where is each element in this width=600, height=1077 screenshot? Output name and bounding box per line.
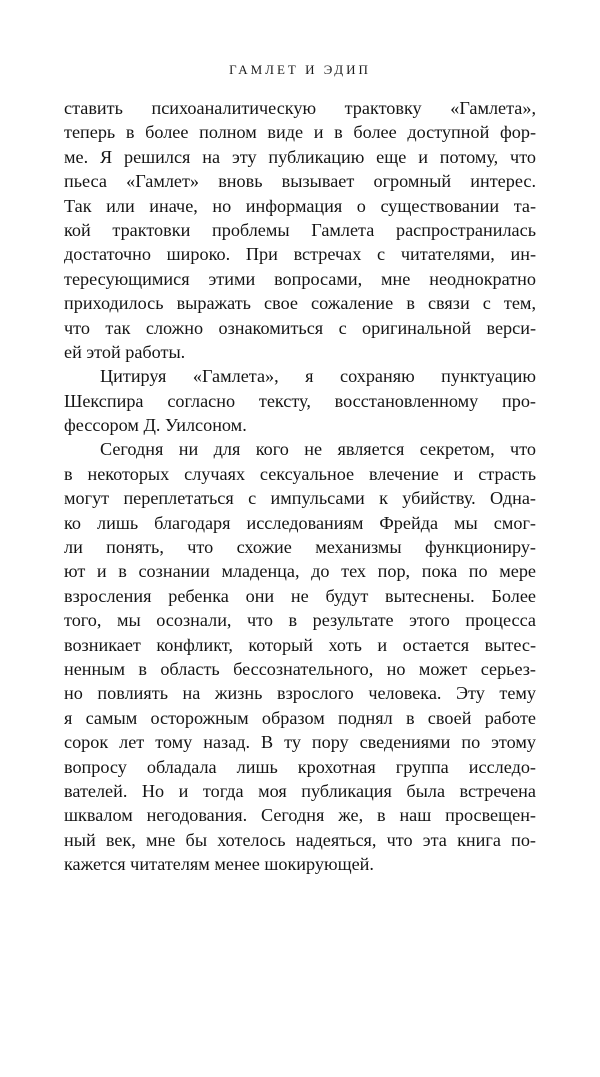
- text-line: Сегодня ни для кого не является секретом, что: [100, 439, 536, 460]
- text-line: того, мы осознали, что в результате этого процесса: [64, 610, 536, 631]
- text-line: ненным в область бессознательного, но может серьез-: [64, 658, 536, 679]
- text-line: кой трактовки проблемы Гамлета распространилась: [64, 219, 536, 240]
- text-line: в некоторых случаях сексуальное влечение и страсть: [64, 463, 536, 484]
- text-line: ей этой работы.: [64, 341, 186, 362]
- text-line: Шекспира согласно тексту, восстановленному про-: [64, 390, 536, 411]
- text-line: я самым осторожным образом поднял в своей работе: [64, 707, 536, 728]
- text-line: ют и в сознании младенца, до тех пор, пока по мере: [64, 561, 536, 582]
- text-line: Цитируя «Гамлета», я сохраняю пунктуацию: [100, 366, 536, 387]
- text-line: теперь в более полном виде и в более доступной фор-: [64, 122, 536, 143]
- text-line: ко лишь благодаря исследованиям Фрейда мы смог-: [64, 512, 536, 533]
- paragraph: [64, 96, 536, 364]
- text-line: вателей. Но и тогда моя публикация была встречена: [64, 780, 536, 801]
- text-line: достаточно широко. При встречах с читателями, ин-: [64, 244, 536, 265]
- text-line: ме. Я решился на эту публикацию еще и потому, что: [64, 146, 536, 167]
- text-line: фессором Д. Уилсоном.: [64, 415, 247, 436]
- text-line: ставить психоаналитическую трактовку «Гамлета»,: [64, 98, 536, 118]
- text-line: приходилось выражать свое сожаление в связи с тем,: [64, 293, 536, 314]
- text-line: ный век, мне бы хотелось надеяться, что эта книга по-: [64, 829, 536, 850]
- text-line: ли понять, что схожие механизмы функциониру-: [64, 537, 536, 558]
- text-line: пьеса «Гамлет» вновь вызывает огромный интерес.: [64, 171, 536, 192]
- text-line: шквалом негодования. Сегодня же, в наш просвещен-: [64, 805, 536, 826]
- text-line: Так или иначе, но информация о существовании та-: [64, 195, 536, 216]
- body-text: [64, 96, 536, 877]
- text-line: но повлиять на жизнь взрослого человека. Эту тему: [64, 683, 536, 704]
- text-line: тересующимися этими вопросами, мне неоднократно: [64, 268, 536, 289]
- text-line: кажется читателям менее шокирующей.: [64, 854, 374, 875]
- text-line: вопросу обладала лишь крохотная группа исследо-: [64, 756, 536, 777]
- text-line: что так сложно ознакомиться с оригинальной верси-: [64, 317, 536, 338]
- paragraph: [64, 437, 536, 876]
- text-line: сорок лет тому назад. В ту пору сведениями по этому: [64, 732, 536, 753]
- paragraph: [64, 364, 536, 437]
- text-line: возникает конфликт, который хоть и остается вытес-: [64, 634, 536, 655]
- text-line: взросления ребенка они не будут вытеснены. Более: [64, 585, 536, 606]
- running-head: ГАМЛЕТ И ЭДИП: [229, 62, 371, 77]
- text-line: могут переплетаться с импульсами к убийству. Одна-: [64, 488, 536, 509]
